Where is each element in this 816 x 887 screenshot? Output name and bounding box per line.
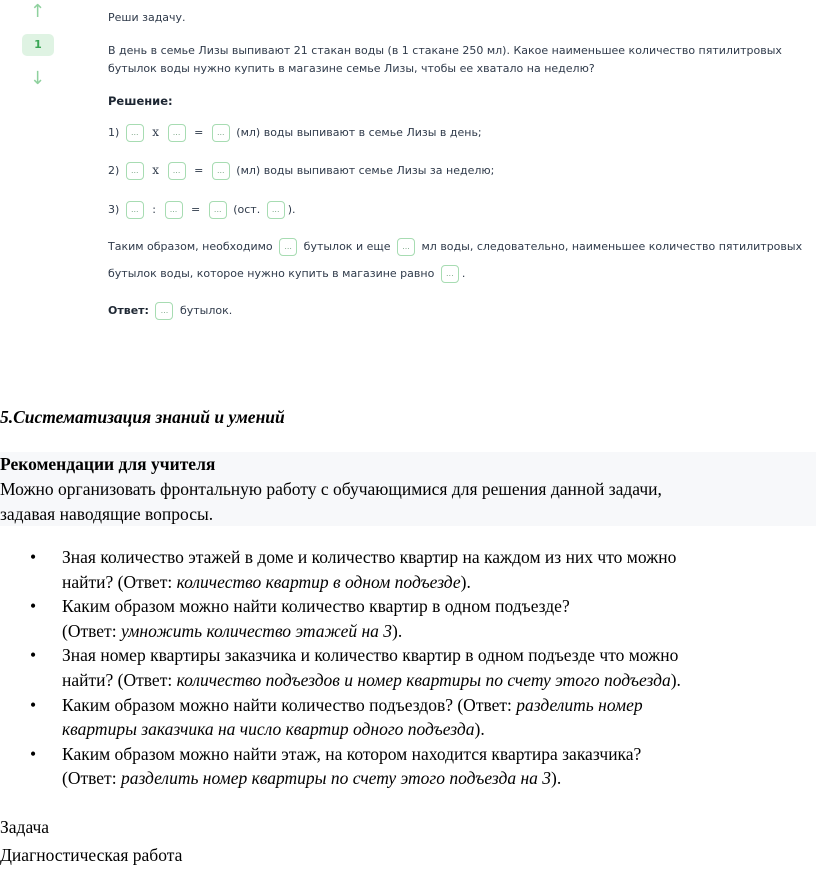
answer-blank[interactable]: ...: [126, 162, 144, 180]
bullet-icon: •: [30, 694, 37, 715]
solution-label: Решение:: [108, 94, 173, 108]
problem-line-2: бутылок воды нужно купить в магазине семье Лизы, чтобы ее хватало на неделю?: [108, 62, 595, 75]
multiply-sign: x: [152, 163, 160, 177]
step-number: 3): [108, 203, 120, 216]
list-item: • Каким образом можно найти этаж, на котором находится квартира заказчика? (Ответ: разделить номер квартиры по счету этого подъезда на 3).: [30, 743, 642, 789]
arrow-up-icon[interactable]: ↑: [30, 1, 46, 22]
answer-blank[interactable]: ...: [126, 201, 144, 219]
answer-blank[interactable]: ...: [155, 302, 173, 320]
problem-line-1: В день в семье Лизы выпивают 21 стакан воды (в 1 стакане 250 мл). Какое наименьшее количество пятилитровых: [108, 44, 782, 57]
bullet-icon: •: [30, 547, 37, 567]
answer-row: [108, 302, 232, 320]
solution-step-3: [108, 201, 296, 219]
bullet-icon: •: [30, 743, 37, 764]
section-title: 5.Систематизация знаний и умений: [0, 407, 285, 427]
arrow-down-icon[interactable]: ↓: [30, 68, 46, 89]
answer-blank[interactable]: ...: [209, 201, 227, 219]
answer-label: Ответ:: [108, 304, 149, 317]
conclusion-line-2: [108, 265, 465, 283]
step-number: 1): [108, 126, 120, 139]
conclusion-text: Таким образом, необходимо: [108, 240, 273, 253]
solution-step-2: [108, 162, 494, 180]
task-prompt: Реши задачу.: [108, 11, 186, 24]
answer-blank[interactable]: ...: [168, 162, 186, 180]
answer-blank[interactable]: ...: [126, 124, 144, 142]
list-item: • Зная номер квартиры заказчика и количество квартир в одном подъезде что можно найти? (Ответ: количество подъездов и номер квартиры по счету этого подъезда).: [30, 645, 681, 690]
equals-sign: =: [191, 203, 201, 216]
answer-blank[interactable]: ...: [165, 201, 183, 219]
conclusion-text: бутылок и еще: [303, 240, 391, 253]
recommendation-title: Рекомендации для учителя: [0, 454, 216, 474]
answer-blank[interactable]: ...: [441, 265, 459, 283]
answer-blank[interactable]: ...: [279, 238, 297, 256]
step-number: 2): [108, 164, 120, 177]
step-text: (мл) воды выпивают в семье Лизы в день;: [236, 126, 482, 139]
conclusion-text: .: [461, 267, 466, 280]
footer-diagnostic-label: Диагностическая работа: [0, 845, 183, 865]
solution-step-1: [108, 124, 482, 142]
answer-blank[interactable]: ...: [212, 124, 230, 142]
task-number-badge[interactable]: 1: [22, 34, 54, 56]
answer-blank[interactable]: ...: [267, 201, 285, 219]
recommendation-line-2: задавая наводящие вопросы.: [0, 504, 214, 524]
bullet-icon: •: [30, 596, 37, 617]
equals-sign: =: [194, 164, 204, 177]
list-item: • Каким образом можно найти количество квартир в одном подъезде? (Ответ: умножить количество этажей на 3).: [30, 596, 570, 641]
list-item: • Каким образом можно найти количество подъездов? (Ответ: разделить номер квартиры заказчика на число квартир одного подъезда).: [30, 694, 643, 740]
answer-blank[interactable]: ...: [397, 238, 415, 256]
conclusion-text: мл воды, следовательно, наименьшее количество пятилитровых: [421, 240, 803, 253]
equals-sign: =: [194, 126, 204, 139]
task-panel: [0, 0, 816, 345]
multiply-sign: x: [152, 125, 160, 139]
step-text: (мл) воды выпивают семье Лизы за неделю;: [236, 164, 495, 177]
footer-task-label: Задача: [0, 817, 50, 837]
step-text: (ост.: [233, 203, 261, 216]
bullet-icon: •: [30, 645, 37, 666]
recommendation-line-1: Можно организовать фронтальную работу с обучающимися для решения данной задачи,: [0, 479, 662, 499]
divide-sign: :: [152, 203, 157, 216]
conclusion-line-1: [108, 238, 802, 256]
list-item: • Зная количество этажей в доме и количество квартир на каждом из них что можно найти? (Ответ: количество квартир в одном подъезде).: [30, 547, 677, 592]
answer-unit: бутылок.: [179, 304, 233, 317]
step-text: ).: [287, 203, 296, 216]
answer-blank[interactable]: ...: [212, 162, 230, 180]
guiding-questions-list: [0, 545, 681, 791]
conclusion-text: бутылок воды, которое нужно купить в магазине равно: [108, 267, 435, 280]
answer-blank[interactable]: ...: [168, 124, 186, 142]
